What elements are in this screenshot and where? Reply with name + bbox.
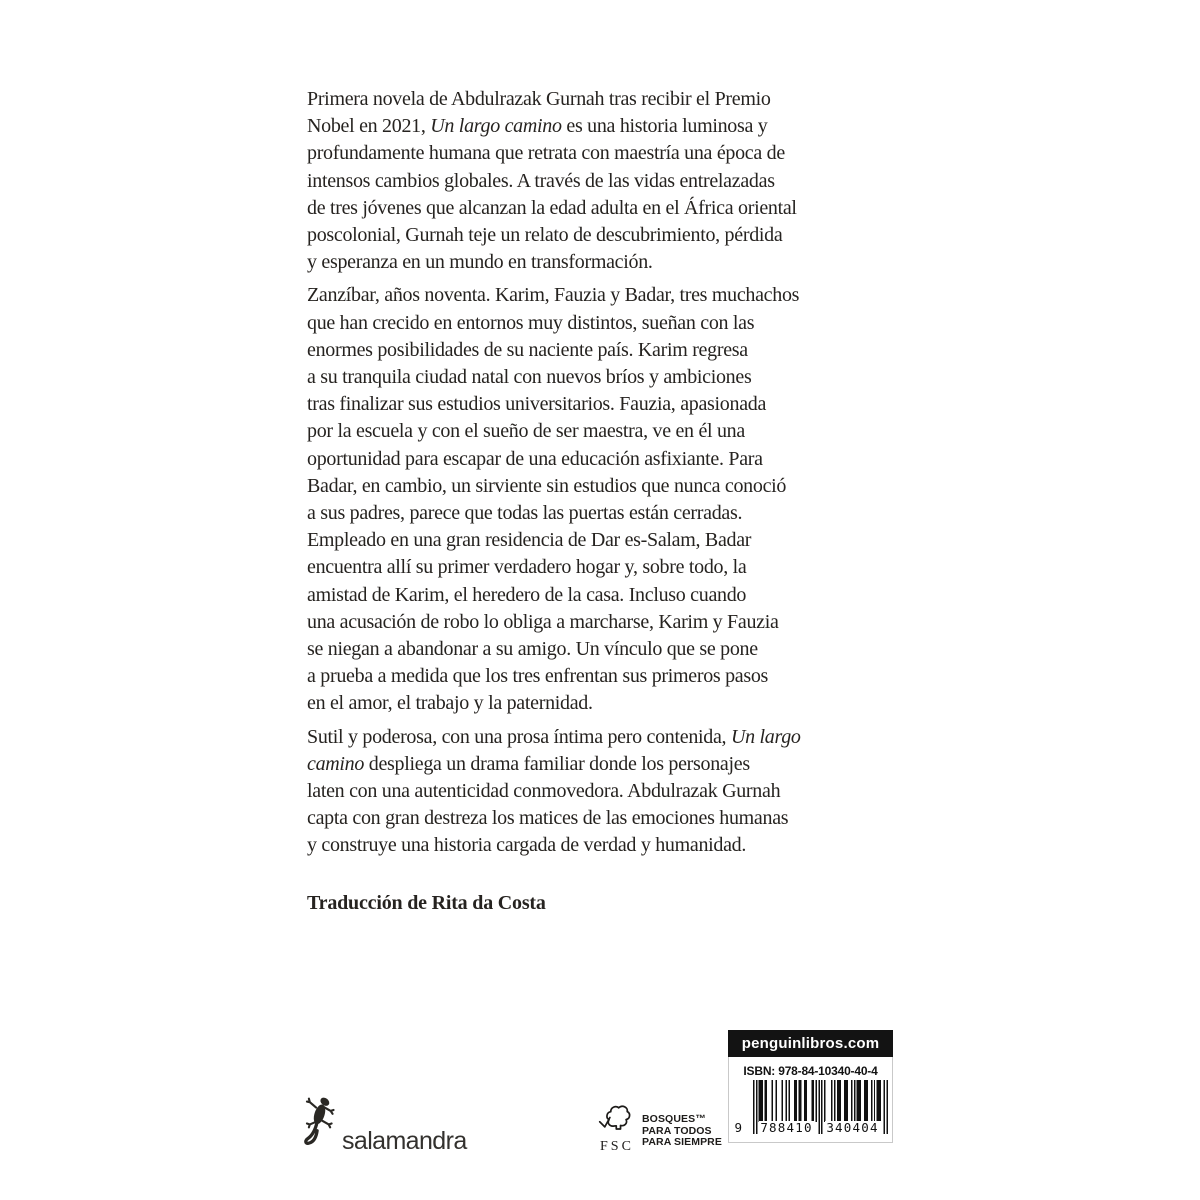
fsc-tagline-line: BOSQUES™ xyxy=(642,1113,706,1125)
synopsis-paragraph: Zanzíbar, años noventa. Karim, Fauzia y Badar, tres muchachos que han crecido en entornos muy distintos, sueñan con las enormes posibilidades de su naciente país. Karim regresa a su tranquila ciudad natal con nuevos bríos y ambiciones tras finalizar sus estudios universitarios. Fauzia, apasionada por la escuela y con el sueño de ser maestra, ve en él una oportunidad para escapar de una educación asfixiante. Para Badar, en cambio, un sirviente sin estudios que nunca conoció a sus padres, parece que todas las puertas están cerradas. Empleado en una gran residencia de Dar es-Salam, Badar encuentra allí su primer verdadero hogar y, sobre todo, la amistad de Karim, el heredero de la casa. Incluso cuando una acusación de robo lo obliga a marcharse, Karim y Fauzia se niegan a abandonar a su amigo. Un vínculo que se pone a prueba a medida que los tres enfrentan sus primeros pasos en el amor, el trabajo y la paternidad. xyxy=(307,284,800,715)
fsc-logo xyxy=(597,1101,722,1154)
synopsis-paragraph: Sutil y poderosa, con una prosa íntima pero contenida, Un largo camino despliega un drama familiar donde los personajes laten con una autenticidad conmovedora. Abdulrazak Gurnah capta con gran destreza los matices de las emociones humanas y construye una historia cargada de verdad y humanidad. xyxy=(307,725,801,857)
synopsis-paragraph: Primera novela de Abdulrazak Gurnah tras recibir el Premio Nobel en 2021, Un largo camino es una historia luminosa y profundamente humana que retrata con maestría una época de intensos cambios globales. A través de las vidas entrelazadas de tres jóvenes que alcanzan la edad adulta en el África oriental poscolonial, Gurnah teje un relato de descubrimiento, pérdida y esperanza en un mundo en transformación. xyxy=(307,88,797,274)
salamander-icon xyxy=(303,1094,337,1157)
fsc-tagline xyxy=(642,1114,722,1154)
ean13-barcode xyxy=(731,1080,891,1135)
barcode-digit-group: 9 xyxy=(734,1120,743,1135)
synopsis-paragraphs xyxy=(307,86,967,860)
isbn-text: ISBN: 978-84-10340-40-4 xyxy=(743,1064,878,1078)
barcode-digit-group: 788410 xyxy=(760,1120,813,1135)
fsc-tagline-line: PARA TODOS xyxy=(642,1124,712,1137)
fsc-acronym: FSC xyxy=(600,1139,634,1154)
barcode-sticker xyxy=(728,1030,893,1143)
publisher-website-banner: penguinlibros.com xyxy=(728,1030,893,1057)
fsc-tagline-line: PARA SIEMPRE xyxy=(642,1136,722,1148)
fsc-tree-check-icon xyxy=(598,1121,632,1138)
barcode-digit-group: 340404 xyxy=(826,1120,879,1135)
translator-credit: Traducción de Rita da Costa xyxy=(307,891,546,914)
synopsis xyxy=(307,86,967,917)
publisher-wordmark: salamandra xyxy=(342,1127,467,1155)
publisher-logo xyxy=(303,1094,467,1157)
